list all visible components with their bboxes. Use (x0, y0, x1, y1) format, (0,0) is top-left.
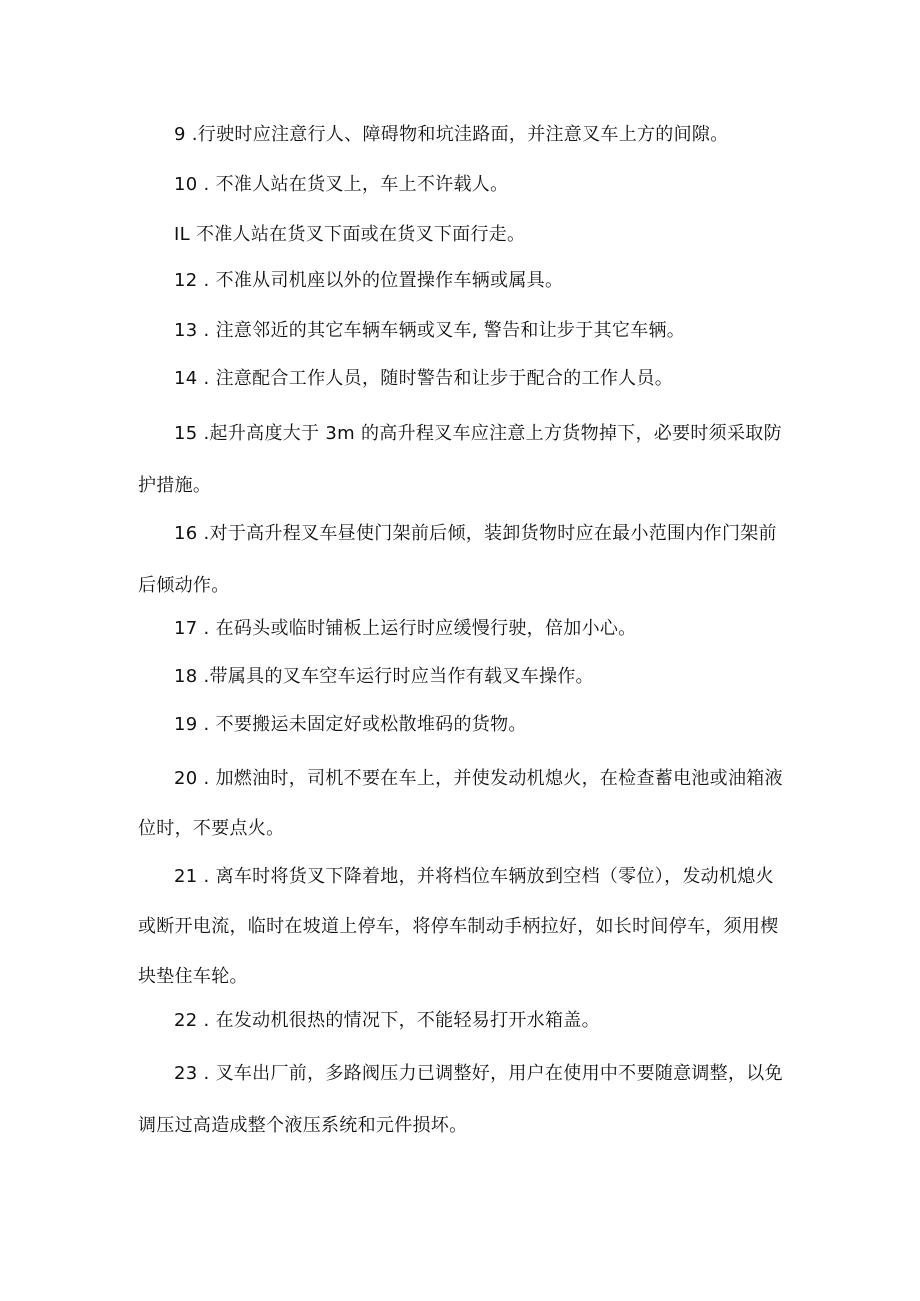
paragraph-item-22: 22 . 在发动机很热的情况下，不能轻易打开水箱盖。 (174, 1010, 600, 1031)
paragraph-item-14: 14 . 注意配合工作人员，随时警告和让步于配合的工作人员。 (174, 368, 674, 389)
paragraph-item-18: 18 .带属具的叉车空车运行时应当作有载叉车操作。 (174, 666, 594, 687)
paragraph-item-9: 9 .行驶时应注意行人、障碍物和坑洼路面，并注意叉车上方的间隙。 (174, 124, 729, 145)
paragraph-item-13: 13 . 注意邻近的其它车辆车辆或叉车, 警告和让步于其它车辆。 (174, 320, 686, 341)
paragraph-item-17: 17 . 在码头或临时铺板上运行时应缓慢行驶，倍加小心。 (174, 618, 637, 639)
paragraph-item-10: 10 . 不准人站在货叉上，车上不许载人。 (174, 174, 509, 195)
paragraph-item-23: 23 . 叉车出厂前，多路阀压力已调整好，用户在使用中不要随意调整，以免调压过高造成整个液压系统和元件损坏。 (138, 1063, 783, 1136)
paragraph-item-16: 16 .对于高升程叉车昼使门架前后倾，装卸货物时应在最小范围内作门架前后倾动作。 (138, 523, 777, 596)
paragraph-item-21: 21 . 离车时将货叉下降着地，并将档位车辆放到空档（零位），发动机熄火或断开电流，临时在坡道上停车，将停车制动手柄拉好，如长时间停车，须用楔块垫住车轮。 (138, 866, 779, 987)
paragraph-item-15: 15 .起升高度大于 3m 的高升程叉车应注意上方货物掉下，必要时须采取防护措施。 (138, 423, 782, 496)
paragraph-item-19: 19 . 不要搬运未固定好或松散堆码的货物。 (174, 714, 527, 735)
paragraph-item-11: IL 不准人站在货叉下面或在货叉下面行走。 (174, 224, 526, 245)
paragraph-item-20: 20 . 加燃油时，司机不要在车上，并使发动机熄火，在检查蓄电池或油箱液位时，不要点火。 (138, 768, 783, 839)
paragraph-item-12: 12 . 不准从司机座以外的位置操作车辆或属具。 (174, 270, 564, 291)
